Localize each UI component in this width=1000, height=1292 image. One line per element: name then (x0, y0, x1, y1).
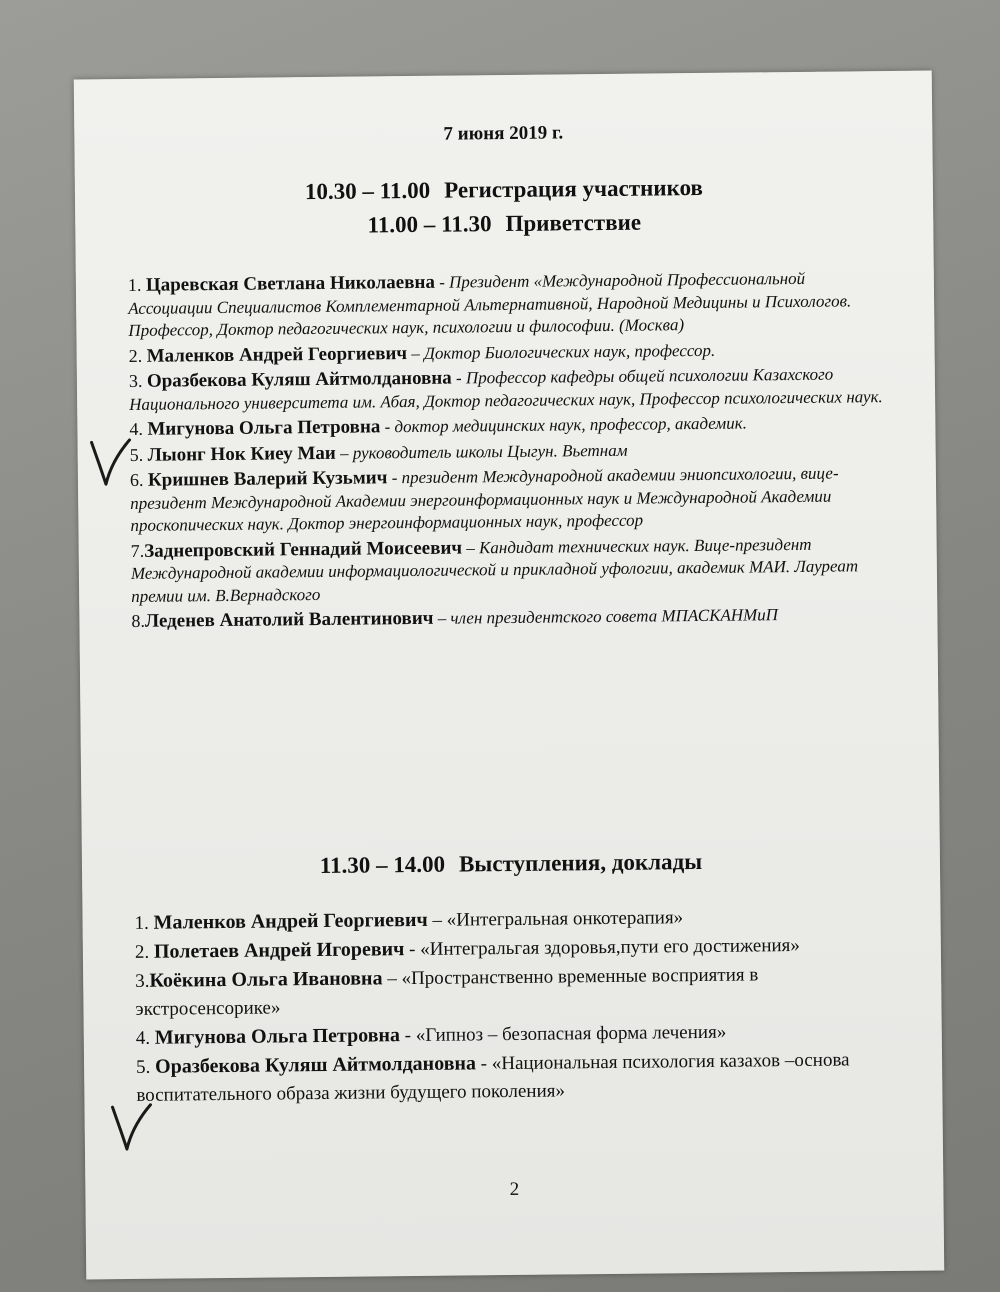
item-number: 2. (128, 345, 147, 366)
speaker-description: - президент Международной академии эниопсихологии, вице-президент Международной Академии энергоинформационных наук и Международной Академии проскопических наук. Доктор энергоинформационных наук, профессор (130, 463, 839, 535)
list-item (129, 362, 889, 416)
item-number: 5. (129, 444, 148, 465)
talk-title: - «Интегральгая здоровья,пути его достижения» (404, 934, 800, 961)
speaker-name: Коёкина Ольга Ивановна (149, 967, 383, 992)
session-time: 10.30 – 11.00 (304, 177, 431, 205)
list-item (135, 959, 896, 1024)
session-title: Регистрация участников (444, 174, 704, 203)
speaker-name: Кришнев Валерий Кузьмич (147, 467, 388, 491)
session-greeting-heading (75, 207, 933, 242)
document-date: 7 июня 2019 г. (443, 122, 564, 145)
speaker-name: Лыонг Нок Киеу Маи (147, 442, 336, 466)
speaker-description: – член президентского совета МПАСКАНМиП (433, 605, 779, 628)
session-time: 11.00 – 11.30 (367, 211, 492, 238)
session-title: Выступления, доклады (458, 848, 703, 877)
document-page (74, 71, 945, 1280)
item-number: 6. (129, 469, 149, 490)
item-number: 4. (135, 1027, 155, 1049)
item-number: 5. (135, 1056, 156, 1078)
speaker-name: Оразбекова Куляш Айтмолдановна (146, 367, 452, 392)
item-number: 3. (135, 970, 150, 992)
item-number: 3. (128, 370, 148, 391)
list-item (136, 1045, 897, 1110)
talk-title: – «Интегральная онкотерапия» (427, 907, 684, 931)
list-item (131, 531, 892, 607)
speaker-description: - доктор медицинских наук, профессор, академик. (380, 413, 748, 437)
talk-title: - «Национальная психология казахов –основа воспитательного образа жизни будущего поколения» (136, 1049, 850, 1106)
session-talks-heading (82, 846, 940, 881)
talks-list (134, 901, 896, 1110)
speaker-name: Заднепровский Геннадий Моисеевич (144, 536, 463, 562)
speaker-name: Мигунова Ольга Петровна (154, 1024, 401, 1049)
speaker-description: – Кандидат технических наук. Вице-президент Международной академии информациологической и прикладной уфологии, академик МАИ. Лауреат премии им. В.Вернадского (130, 534, 859, 606)
item-number: 1. (134, 912, 154, 934)
speaker-name: Мигунова Ольга Петровна (147, 416, 381, 440)
session-time: 11.30 – 14.00 (319, 851, 446, 878)
list-item (130, 461, 891, 537)
talk-title: - «Гипноз – безопасная форма лечения» (399, 1021, 727, 1047)
speakers-list (128, 266, 892, 635)
speaker-description: – руководитель школы Цыгун. Вьетнам (335, 440, 628, 463)
speaker-description: – Доктор Биологических наук, профессор. (406, 340, 716, 363)
speaker-name: Маленков Андрей Георгиевич (153, 908, 428, 934)
speaker-name: Леденев Анатолий Валентинович (144, 607, 434, 632)
item-number: 1. (127, 274, 146, 295)
item-number: 8. (131, 610, 146, 631)
speaker-description: - Профессор кафедры общей психологии Казахского Национального университета им. Абая, Доктор педагогических наук, Профессор психологических наук. (129, 364, 883, 414)
page-number: 2 (509, 1178, 520, 1201)
item-number: 2. (134, 941, 154, 963)
speaker-description: - Президент «Международной Профессиональной Ассоциации Специалистов Комплементарной Альтернативной, Народной Медицины и Психологов. Профессор, Доктор педагогических наук, психологии и философии. (Москва) (128, 268, 852, 340)
item-number: 7. (130, 540, 145, 561)
handwritten-checkmark-icon (106, 1099, 157, 1155)
speaker-name: Полетаев Андрей Игоревич (153, 938, 405, 963)
session-title: Приветствие (505, 209, 642, 237)
session-registration-heading (75, 173, 933, 208)
speaker-name: Маленков Андрей Георгиевич (146, 342, 408, 367)
item-number: 4. (129, 418, 148, 439)
list-item (128, 266, 889, 342)
handwritten-checkmark-icon (85, 434, 136, 490)
speaker-name: Царевская Светлана Николаевна (145, 271, 435, 296)
talk-title: – «Пространственно временные восприятия в экстросенсорике» (135, 964, 759, 1020)
speaker-name: Оразбекова Куляш Айтмолдановна (154, 1052, 477, 1078)
